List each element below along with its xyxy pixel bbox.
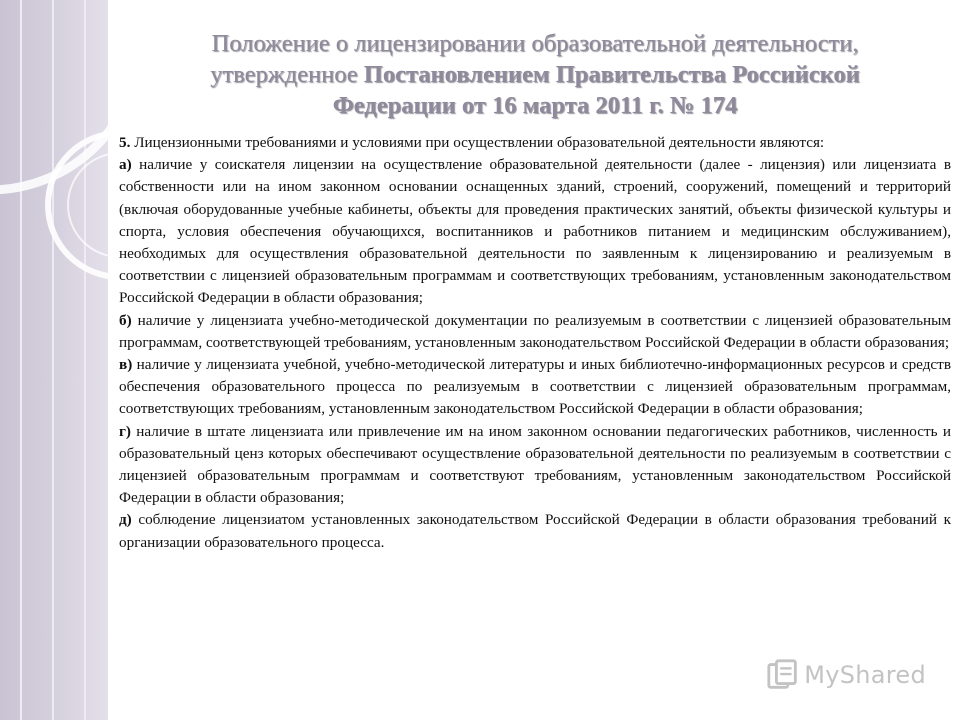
watermark [766, 657, 926, 693]
paragraph-marker: а) [119, 156, 132, 174]
title-line-2-plain: утвержденное [210, 61, 364, 88]
paragraph-marker: 5. [119, 134, 131, 151]
title-line-2-bold: Постановлением Правительства Российской [363, 61, 860, 88]
paragraph-a [119, 154, 951, 309]
side-stripe [84, 0, 86, 720]
document-body [119, 132, 951, 554]
watermark-text: MyShared [804, 661, 926, 689]
paragraph-g [119, 421, 951, 510]
paragraph-marker: в) [119, 356, 133, 374]
paragraph-text: Лицензионными требованиями и условиями при осуществлении образовательной деятельности являются: [130, 134, 825, 151]
paragraph-text: соблюдение лицензиатом установленных законодательством Российской Федерации в области образования требований к организации образовательного процесса. [119, 511, 951, 551]
paragraph-marker: г) [119, 422, 131, 440]
side-stripe [20, 0, 22, 720]
paragraph-b [119, 310, 951, 354]
paragraph-text: наличие у лицензиата учебной, учебно-методической литературы и иных библиотечно-информационных ресурсов и средств обеспечения образовательного процесса по реализуемым в соответствии с лицензией образовательным программам, соответствующих требованиям, установленным законодательством Российской Федерации в области образования; [119, 356, 951, 418]
side-stripe [52, 0, 54, 720]
paragraph-marker: б) [119, 311, 132, 329]
paragraph-marker: д) [119, 511, 132, 529]
title-line-3: Федерации от 16 марта 2011 г. № 174 [332, 92, 738, 119]
myshared-logo-icon [766, 658, 798, 692]
title-line-1: Положение о лицензировании образовательной деятельности, [211, 30, 859, 57]
slide-title [150, 28, 920, 121]
paragraph-text: наличие у соискателя лицензии на осуществление образовательной деятельности (далее - лицензия) или лицензиата в собственности или на ином законном основании оснащенных зданий, строений, сооружений, помещений и территорий (включая оборудованные учебные кабинеты, объекты для проведения практических занятий, объекты физической культуры и спорта, условия обеспечения обучающихся, воспитанников и работников питанием и медицинским обслуживанием), необходимых для осуществления образовательной деятельности по заявленным к лицензированию и реализуемым в соответствии с лицензией образовательным программам и соответствующих требованиям, установленным законодательством Российской Федерации в области образования; [119, 156, 951, 307]
decorative-side-band [0, 0, 108, 720]
paragraph-text: наличие в штате лицензиата или привлечение им на ином законном основании педагогических работников, численность и образовательный ценз которых обеспечивают осуществление образовательной деятельности по реализуемым в соответствии с лицензией образовательным программам и соответствуют требованиям, установленным законодательством Российской Федерации в области образования; [119, 422, 951, 507]
paragraph-text: наличие у лицензиата учебно-методической документации по реализуемым в соответствии с лицензией образовательным программам, соответствующей требованиям, установленным законодательством Российской Федерации в области образования; [119, 311, 951, 351]
paragraph-5 [119, 132, 951, 154]
paragraph-v [119, 354, 951, 421]
paragraph-d [119, 509, 951, 553]
